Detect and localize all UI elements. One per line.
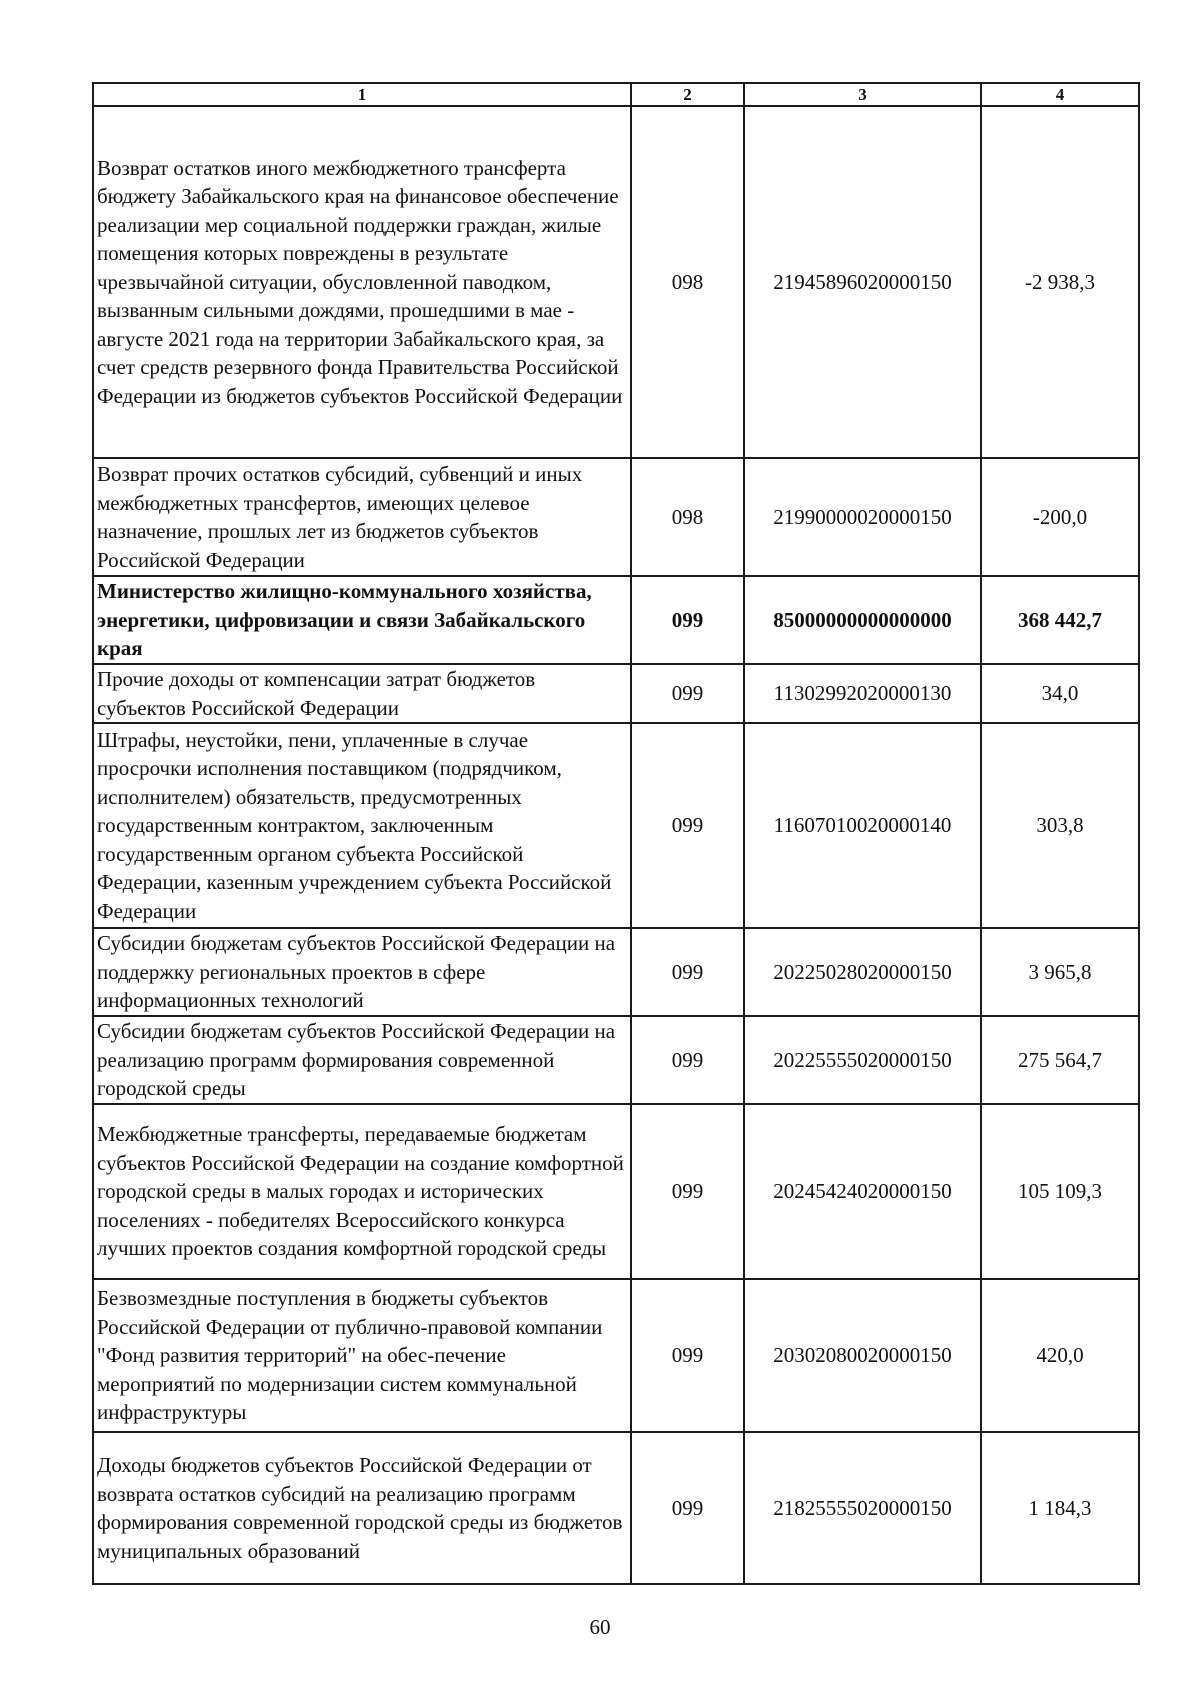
row-admin-code: 099: [631, 1016, 744, 1104]
page-number: 60: [589, 1615, 611, 1639]
row-budget-code: 21945896020000150: [744, 106, 981, 458]
table-row: [93, 723, 1139, 928]
row-admin-code: 099: [631, 928, 744, 1016]
row-description: Прочие доходы от компенсации затрат бюджетов субъектов Российской Федерации: [93, 664, 631, 723]
row-amount: 1 184,3: [981, 1432, 1139, 1584]
row-amount: 34,0: [981, 664, 1139, 723]
row-budget-code: 85000000000000000: [744, 576, 981, 664]
row-admin-code: 099: [631, 664, 744, 723]
row-amount: 105 109,3: [981, 1104, 1139, 1279]
row-description: Министерство жилищно-коммунального хозяйства, энергетики, цифровизации и связи Забайкальского края: [93, 576, 631, 664]
row-budget-code: 11302992020000130: [744, 664, 981, 723]
row-admin-code: 099: [631, 1432, 744, 1584]
column-header-3: 3: [744, 83, 981, 106]
row-description: Возврат остатков иного межбюджетного трансферта бюджету Забайкальского края на финансовое обеспечение реализации мер социальной поддержки граждан, жилые помещения которых повреждены в результате чрезвычайной ситуации, обусловленной паводком, вызванным сильными дождями, прошедшими в мае - августе 2021 года на территории Забайкальского края, за счет средств резервного фонда Правительства Российской Федерации из бюджетов субъектов Российской Федерации: [93, 106, 631, 458]
row-description: Субсидии бюджетам субъектов Российской Федерации на реализацию программ формирования современной городской среды: [93, 1016, 631, 1104]
column-header-4: 4: [981, 83, 1139, 106]
column-header-2: 2: [631, 83, 744, 106]
table-row: [93, 106, 1139, 458]
row-admin-code: 099: [631, 1279, 744, 1432]
table-row: [93, 1016, 1139, 1104]
row-amount: 303,8: [981, 723, 1139, 928]
row-amount: 420,0: [981, 1279, 1139, 1432]
row-admin-code: 099: [631, 723, 744, 928]
table-row: [93, 1104, 1139, 1279]
table-row-ministry: [93, 576, 1139, 664]
row-admin-code: 098: [631, 106, 744, 458]
table-row: [93, 1432, 1139, 1584]
row-budget-code: 20225028020000150: [744, 928, 981, 1016]
table-row: [93, 928, 1139, 1016]
table-header-row: [93, 83, 1139, 106]
table-row: [93, 458, 1139, 576]
row-description: Доходы бюджетов субъектов Российской Федерации от возврата остатков субсидий на реализацию программ формирования современной городской среды из бюджетов муниципальных образований: [93, 1432, 631, 1584]
row-budget-code: 21825555020000150: [744, 1432, 981, 1584]
row-amount: 3 965,8: [981, 928, 1139, 1016]
row-description: Субсидии бюджетам субъектов Российской Федерации на поддержку региональных проектов в сфере информационных технологий: [93, 928, 631, 1016]
row-amount: -2 938,3: [981, 106, 1139, 458]
row-budget-code: 20225555020000150: [744, 1016, 981, 1104]
budget-table: [92, 82, 1140, 1585]
row-amount: 368 442,7: [981, 576, 1139, 664]
row-amount: 275 564,7: [981, 1016, 1139, 1104]
table-row: [93, 1279, 1139, 1432]
table-row: [93, 664, 1139, 723]
row-description: Безвозмездные поступления в бюджеты субъектов Российской Федерации от публично-правовой компании "Фонд развития территорий" на обес-печение мероприятий по модернизации систем коммунальной инфраструктуры: [93, 1279, 631, 1432]
row-amount: -200,0: [981, 458, 1139, 576]
row-admin-code: 098: [631, 458, 744, 576]
budget-table-sheet: [92, 82, 1138, 1585]
row-description: Штрафы, неустойки, пени, уплаченные в случае просрочки исполнения поставщиком (подрядчиком, исполнителем) обязательств, предусмотренных государственным контрактом, заключенным государственным органом субъекта Российской Федерации, казенным учреждением субъекта Российской Федерации: [93, 723, 631, 928]
row-budget-code: 11607010020000140: [744, 723, 981, 928]
row-budget-code: 21990000020000150: [744, 458, 981, 576]
column-header-1: 1: [93, 83, 631, 106]
row-budget-code: 20245424020000150: [744, 1104, 981, 1279]
row-description: Межбюджетные трансферты, передаваемые бюджетам субъектов Российской Федерации на создание комфортной городской среды в малых городах и исторических поселениях - победителях Всероссийского конкурса лучших проектов создания комфортной городской среды: [93, 1104, 631, 1279]
row-budget-code: 20302080020000150: [744, 1279, 981, 1432]
row-admin-code: 099: [631, 576, 744, 664]
row-description: Возврат прочих остатков субсидий, субвенций и иных межбюджетных трансфертов, имеющих целевое назначение, прошлых лет из бюджетов субъектов Российской Федерации: [93, 458, 631, 576]
row-admin-code: 099: [631, 1104, 744, 1279]
